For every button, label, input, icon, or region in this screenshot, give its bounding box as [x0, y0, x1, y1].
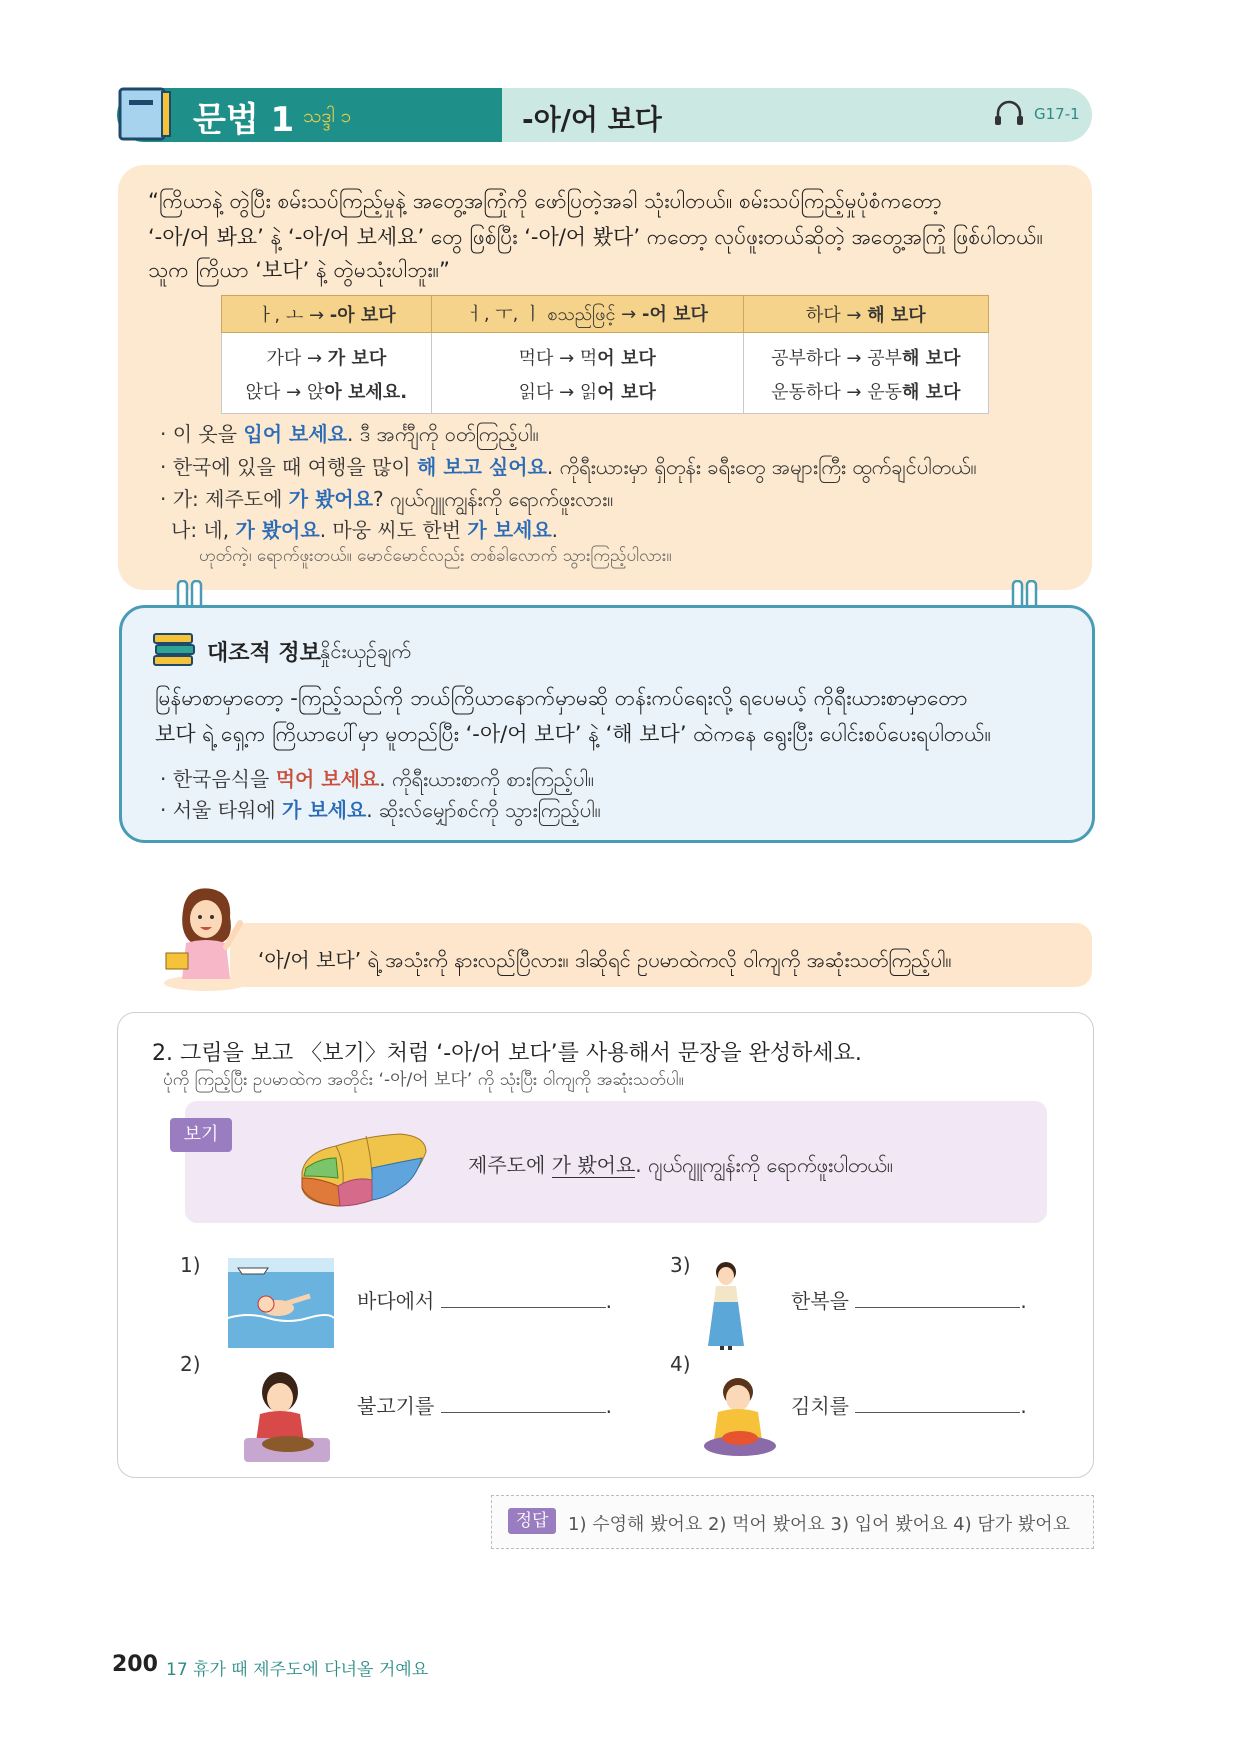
explanation-line: “ကြိယာနဲ့ တွဲပြီး စမ်းသပ်ကြည့်မှုနဲ့ အတွေ့အကြုံကို ဖော်ပြတဲ့အခါ သုံးပါတယ်။ စမ်းသပ်ကြည့်မှုပုံစံကတော့ — [148, 189, 942, 213]
item-question: 바다에서 . — [357, 1289, 612, 1313]
exercise-title: 2. 그림을 보고 〈보기〉처럼 ‘-아/어 보다’를 사용해서 문장을 완성하세요. — [152, 1041, 862, 1066]
comparison-line: မြန်မာစာမှာတော့ -ကြည့်သည်ကို ဘယ်ကြိယာနောက်မှာမဆို တန်းကပ်ရေးလို့ ရပေမယ့် ကိုရီးယားစာမှာတော — [155, 686, 968, 710]
example-sentence: 제주도에 가 봤어요. ဂျယ်ဂျူကျွန်းကို ရောက်ဖူးပါတယ်။ — [468, 1153, 893, 1177]
example-sentence: · 가: 제주도에 가 봤어요? ဂျယ်ဂျူကျွန်းကို ရောက်ဖူးလား။ — [160, 487, 614, 511]
headphones-icon[interactable] — [994, 100, 1024, 126]
answer-key-badge: 정답 — [508, 1508, 556, 1534]
item-number: 1) — [180, 1253, 201, 1277]
answer-blank[interactable] — [855, 1394, 1020, 1413]
book-icon — [118, 86, 174, 142]
table-cell: 운동하다 → 운동해 보다 — [743, 374, 988, 414]
comparison-title: 대조적 정보 — [207, 641, 321, 666]
example-sentence: · 서울 타워에 가 보세요. ဆိုးလ်မျှော်စင်ကို သွားကြည့်ပါ။ — [160, 798, 601, 822]
conjugation-table — [221, 295, 989, 414]
jeju-map-image — [296, 1128, 431, 1210]
exercise-subtitle: ပုံကို ကြည့်ပြီး ဥပမာထဲက အတိုင်း ‘-아/어 보다’ ကို သုံးပြီး ဝါကျကို အဆုံးသတ်ပါ။ — [163, 1070, 684, 1090]
section-subtitle: သဒ္ဒါ ၁ — [303, 105, 352, 127]
item-number: 4) — [670, 1352, 691, 1376]
item-number: 2) — [180, 1352, 201, 1376]
table-cell: 읽다 → 읽어 보다 — [431, 374, 743, 414]
swimming-image — [228, 1258, 334, 1348]
tip-text: ‘아/어 보다’ ရဲ့ အသုံးကို နားလည်ပြီလား။ ဒါဆိုရင် ဥပမာထဲကလို ဝါကျကို အဆုံးသတ်ကြည့်ပါ။ — [258, 948, 952, 972]
item-question: 불고기를 . — [357, 1394, 612, 1418]
explanation-line: ‘-아/어 봐요’ နဲ့ ‘-아/어 보세요’ တွေ ဖြစ်ပြီး ‘-아/어 봤다’ ကတော့ လုပ်ဖူးတယ်ဆိုတဲ့ အတွေ့အကြုံ ဖြစ်ပါတယ်။ — [148, 225, 1043, 249]
books-stack-icon — [152, 632, 196, 668]
table-header: 하다 → 해 보다 — [743, 296, 988, 333]
audio-track-code: G17-1 — [1034, 105, 1080, 123]
answer-key-text: 1) 수영해 봤어요 2) 먹어 봤어요 3) 입어 봤어요 4) 담가 봤어요 — [568, 1514, 1070, 1535]
table-cell: 공부하다 → 공부해 보다 — [743, 333, 988, 375]
grammar-pattern: -아/어 보다 — [522, 103, 662, 136]
table-header: ㅏ, ㅗ → -아 보다 — [222, 296, 432, 333]
answer-blank[interactable] — [855, 1289, 1020, 1308]
table-cell: 먹다 → 먹어 보다 — [431, 333, 743, 375]
comparison-title-my: နှိုင်းယှဉ်ချက် — [320, 639, 411, 663]
teacher-illustration — [160, 883, 252, 993]
eating-bulgogi-image — [238, 1372, 334, 1464]
table-cell: 가다 → 가 보다 — [222, 333, 432, 375]
chapter-title: 17 휴가 때 제주도에 다녀올 거예요 — [166, 1660, 429, 1680]
item-number: 3) — [670, 1253, 691, 1277]
section-title: 문법 1 — [193, 100, 295, 140]
example-sentence: · 이 옷을 입어 보세요. ဒီ အင်္ကျီကို ဝတ်ကြည့်ပါ။ — [160, 422, 539, 446]
hanbok-image — [706, 1262, 746, 1350]
item-question: 김치를 . — [791, 1394, 1027, 1418]
making-kimchi-image — [696, 1376, 784, 1458]
comparison-line: 보다 ရဲ့ ရှေ့က ကြိယာပေါ်မှာ မူတည်ပြီး ‘-아/어 보다’ နဲ့ ‘해 보다’ ထဲကနေ ရွေးပြီး ပေါင်းစပ်ပေးရပါတယ်။ — [155, 722, 992, 746]
item-question: 한복을 . — [791, 1289, 1027, 1313]
answer-blank[interactable] — [441, 1289, 606, 1308]
explanation-line: သူက ကြိယာ ‘보다’ နဲ့ တွဲမသုံးပါဘူး။” — [148, 258, 450, 282]
table-header: ㅓ, ㅜ, ㅣ စသည်ဖြင့် → -어 보다 — [431, 296, 743, 333]
page-number: 200 — [112, 1652, 158, 1677]
example-badge: 보기 — [170, 1118, 232, 1152]
table-cell: 앉다 → 앉아 보세요. — [222, 374, 432, 414]
example-sentence: 나: 네, 가 봤어요. 마웅 씨도 한번 가 보세요. — [171, 518, 559, 542]
example-sentence: · 한국에 있을 때 여행을 많이 해 보고 싶어요. ကိုရီးယားမှာ ရှိတုန်း ခရီးတွေ အများကြီး ထွက်ချင်ပါတယ်။ — [160, 455, 977, 479]
example-translation: ဟုတ်ကဲ့၊ ရောက်ဖူးတယ်။ မောင်မောင်လည်း တစ်ခါလောက် သွားကြည့်ပါလား။ — [199, 546, 672, 566]
answer-blank[interactable] — [441, 1394, 606, 1413]
example-sentence: · 한국음식을 먹어 보세요. ကိုရီးယားစာကို စားကြည့်ပါ။ — [160, 767, 594, 791]
